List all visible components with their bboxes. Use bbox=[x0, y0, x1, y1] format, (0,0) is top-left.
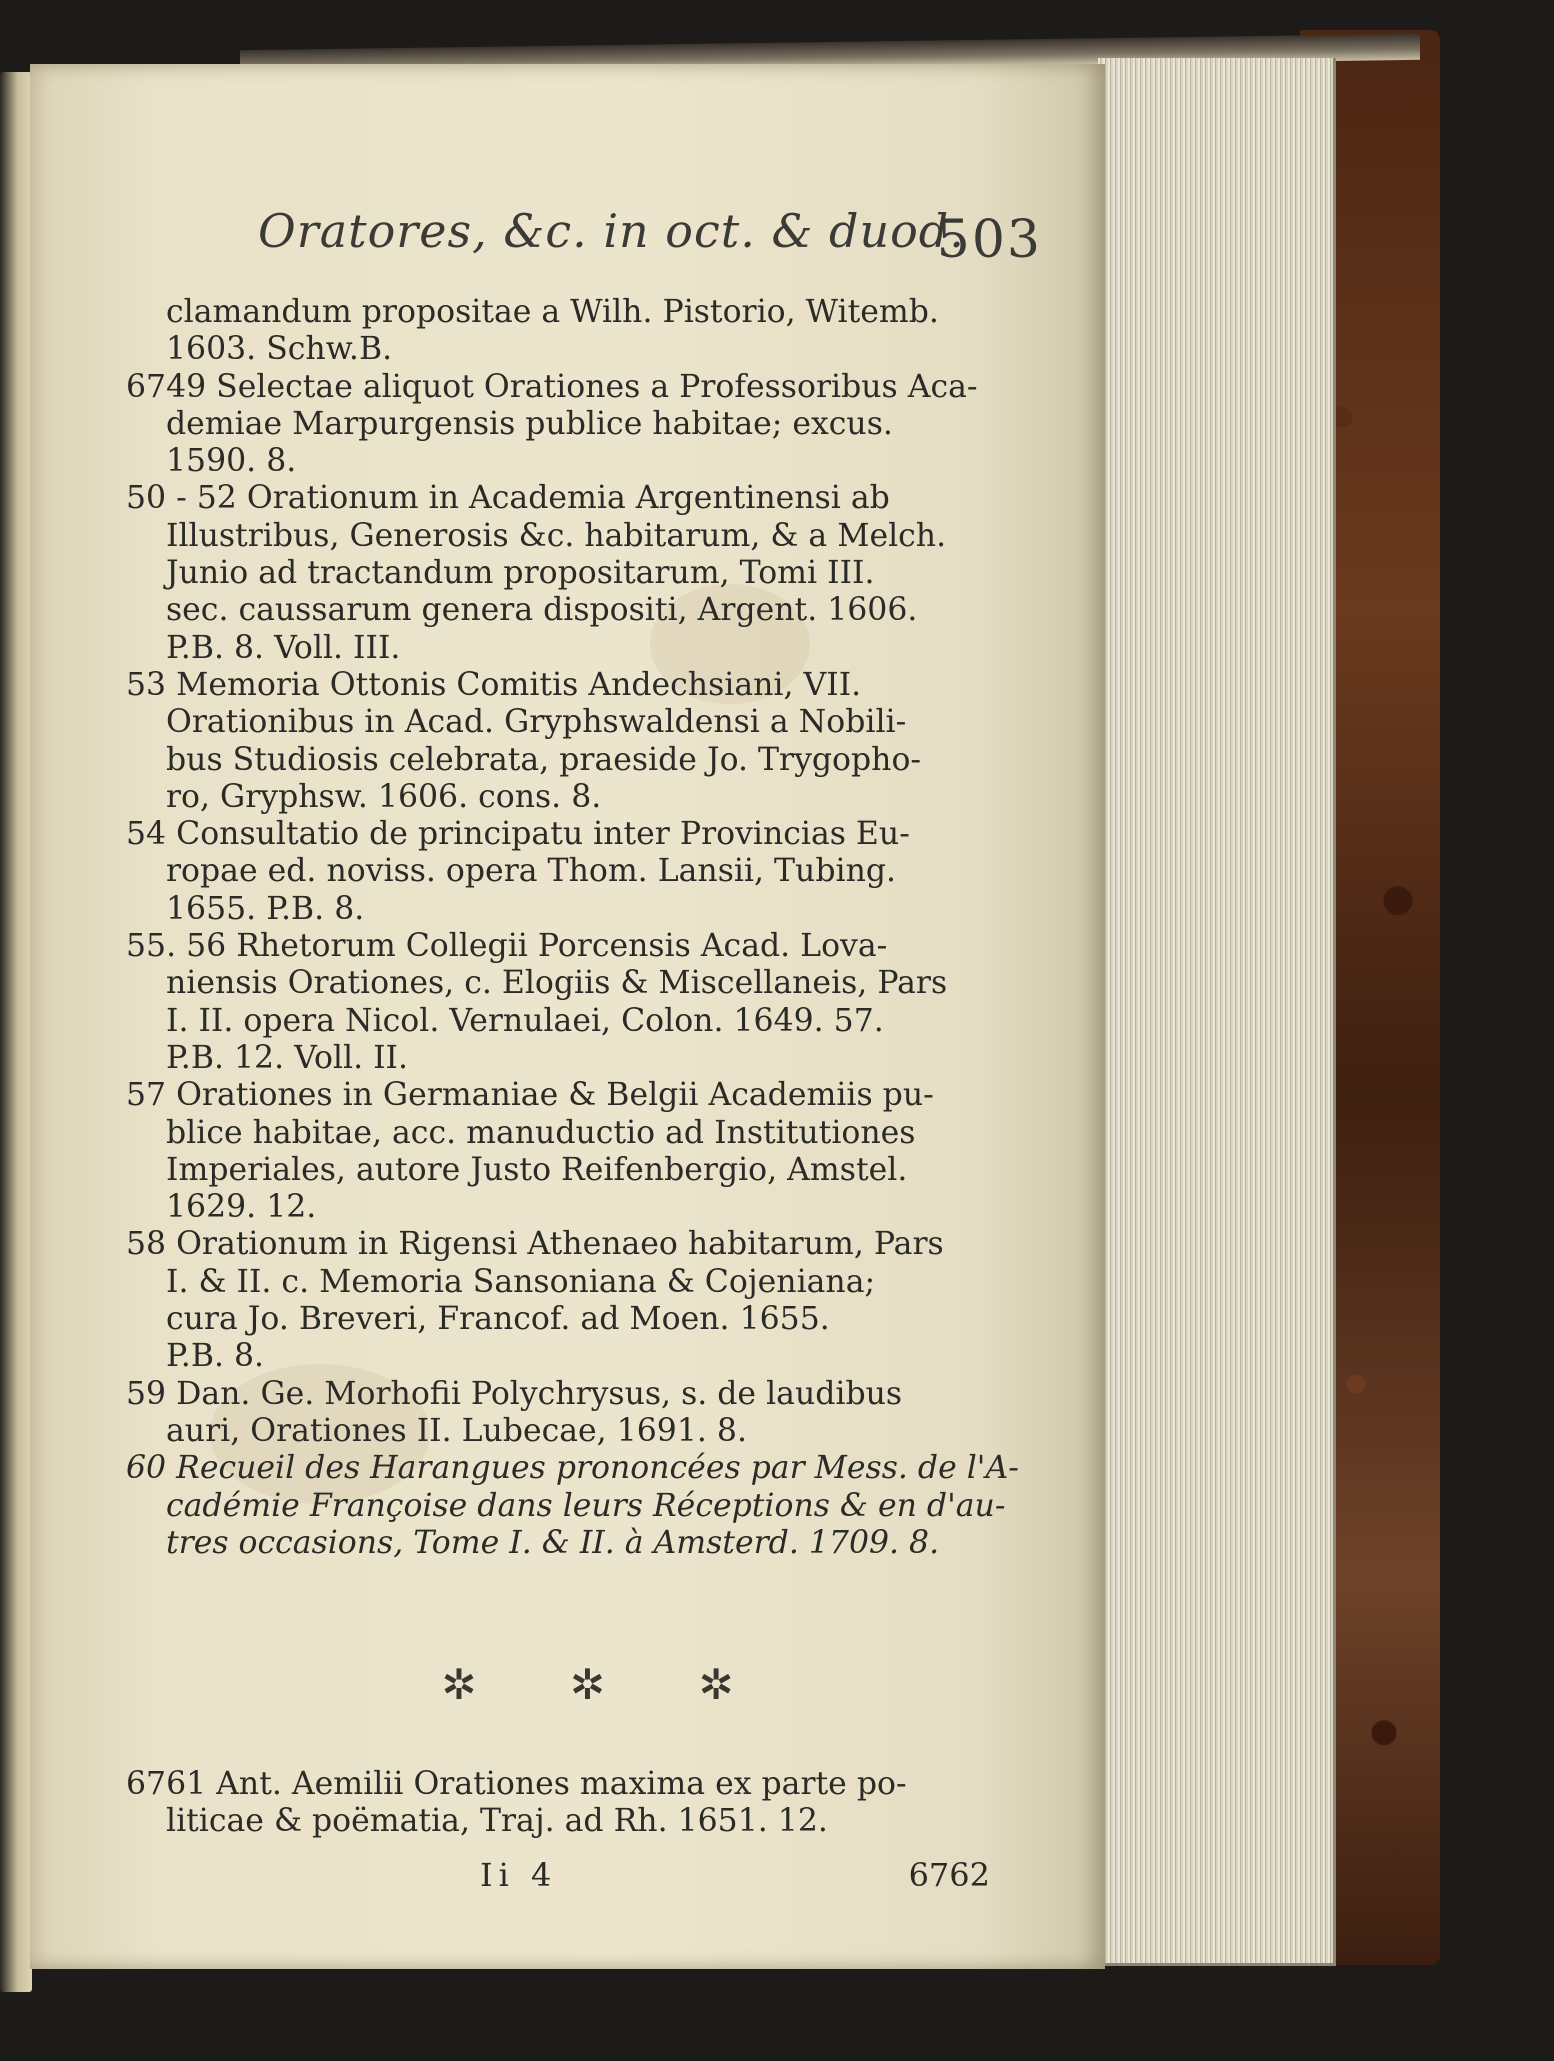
text-line: ropae ed. noviss. opera Thom. Lansii, Tubing. bbox=[166, 853, 897, 890]
text-line: 1655. P.B. 8. bbox=[166, 890, 365, 927]
running-head bbox=[230, 144, 1060, 270]
text-line: tres occasions, Tome I. & II. à Amsterd. 1709. 8. bbox=[166, 1524, 940, 1561]
text-line: niensis Orationes, c. Elogiis & Miscellaneis, Pars bbox=[166, 965, 948, 1002]
text-line: Junio ad tractandum propositarum, Tomi III. bbox=[166, 555, 875, 592]
text-line: bus Studiosis celebrata, praeside Jo. Trygopho- bbox=[166, 741, 922, 778]
text-line: cura Jo. Breveri, Francof. ad Moen. 1655. bbox=[166, 1301, 830, 1338]
text-line: 50 - 52 Orationum in Academia Argentinensi ab bbox=[126, 480, 890, 517]
text-line: demiae Marpurgensis publice habitae; excus. bbox=[166, 405, 893, 442]
text-line: P.B. 8. Voll. III. bbox=[166, 629, 401, 666]
text-line: P.B. 8. bbox=[166, 1338, 265, 1375]
text-line: sec. caussarum genera dispositi, Argent. 1606. bbox=[166, 592, 918, 629]
text-line: 57 Orationes in Germaniae & Belgii Academiis pu- bbox=[126, 1077, 934, 1114]
header-title: Oratores, &c. in oct. & duod. bbox=[258, 204, 965, 258]
catchword: 6762 bbox=[908, 1856, 990, 1894]
text-line: 6749 Selectae aliquot Orationes a Professoribus Aca- bbox=[126, 368, 978, 405]
text-line: 58 Orationum in Rigensi Athenaeo habitarum, Pars bbox=[126, 1226, 944, 1263]
text-line: blice habitae, acc. manuductio ad Institutiones bbox=[166, 1114, 916, 1151]
text-line: 6761 Ant. Aemilii Orationes maxima ex parte po- bbox=[126, 1766, 907, 1802]
text-line: 54 Consultatio de principatu inter Provincias Eu- bbox=[126, 816, 910, 853]
final-entry bbox=[126, 1766, 1006, 1841]
text-line: Imperiales, autore Justo Reifenbergio, Amstel. bbox=[166, 1151, 908, 1188]
page-footer bbox=[480, 1856, 990, 1906]
text-line: 60 Recueil des Harangues prononcées par Mess. de l'A- bbox=[126, 1450, 1019, 1487]
text-line: I. II. opera Nicol. Vernulaei, Colon. 1649. 57. bbox=[166, 1002, 884, 1039]
body-text bbox=[126, 294, 1019, 1562]
left-page-edge bbox=[0, 72, 32, 1992]
text-line: 59 Dan. Ge. Morhofii Polychrysus, s. de laudibus bbox=[126, 1375, 903, 1412]
text-line: Orationibus in Acad. Gryphswaldensi a Nobili- bbox=[166, 704, 907, 741]
text-line: Illustribus, Generosis &c. habitarum, & a Melch. bbox=[166, 517, 947, 554]
signature-mark: Ii 4 bbox=[480, 1856, 558, 1894]
text-line: ro, Gryphsw. 1606. cons. 8. bbox=[166, 778, 602, 815]
text-line: cadémie Françoise dans leurs Réceptions & en d'au- bbox=[166, 1487, 1006, 1524]
text-line: auri, Orationes II. Lubecae, 1691. 8. bbox=[166, 1412, 747, 1449]
text-line: liticae & poëmatia, Traj. ad Rh. 1651. 12. bbox=[166, 1803, 828, 1840]
text-line: 1603. Schw.B. bbox=[166, 331, 393, 368]
text-line: I. & II. c. Memoria Sansoniana & Cojeniana; bbox=[166, 1263, 876, 1300]
book-page bbox=[30, 64, 1105, 1969]
text-line: 1629. 12. bbox=[166, 1189, 317, 1226]
text-line: 53 Memoria Ottonis Comitis Andechsiani, VII. bbox=[126, 666, 862, 703]
text-line: clamandum propositae a Wilh. Pistorio, Witemb. bbox=[166, 294, 939, 330]
text-line: 1590. 8. bbox=[166, 443, 297, 480]
ornament-divider: ✲ ✲ ✲ bbox=[441, 1660, 774, 1709]
text-line: P.B. 12. Voll. II. bbox=[166, 1039, 409, 1076]
page-number: 503 bbox=[936, 210, 1042, 270]
text-line: 55. 56 Rhetorum Collegii Porcensis Acad. Lova- bbox=[126, 928, 888, 965]
